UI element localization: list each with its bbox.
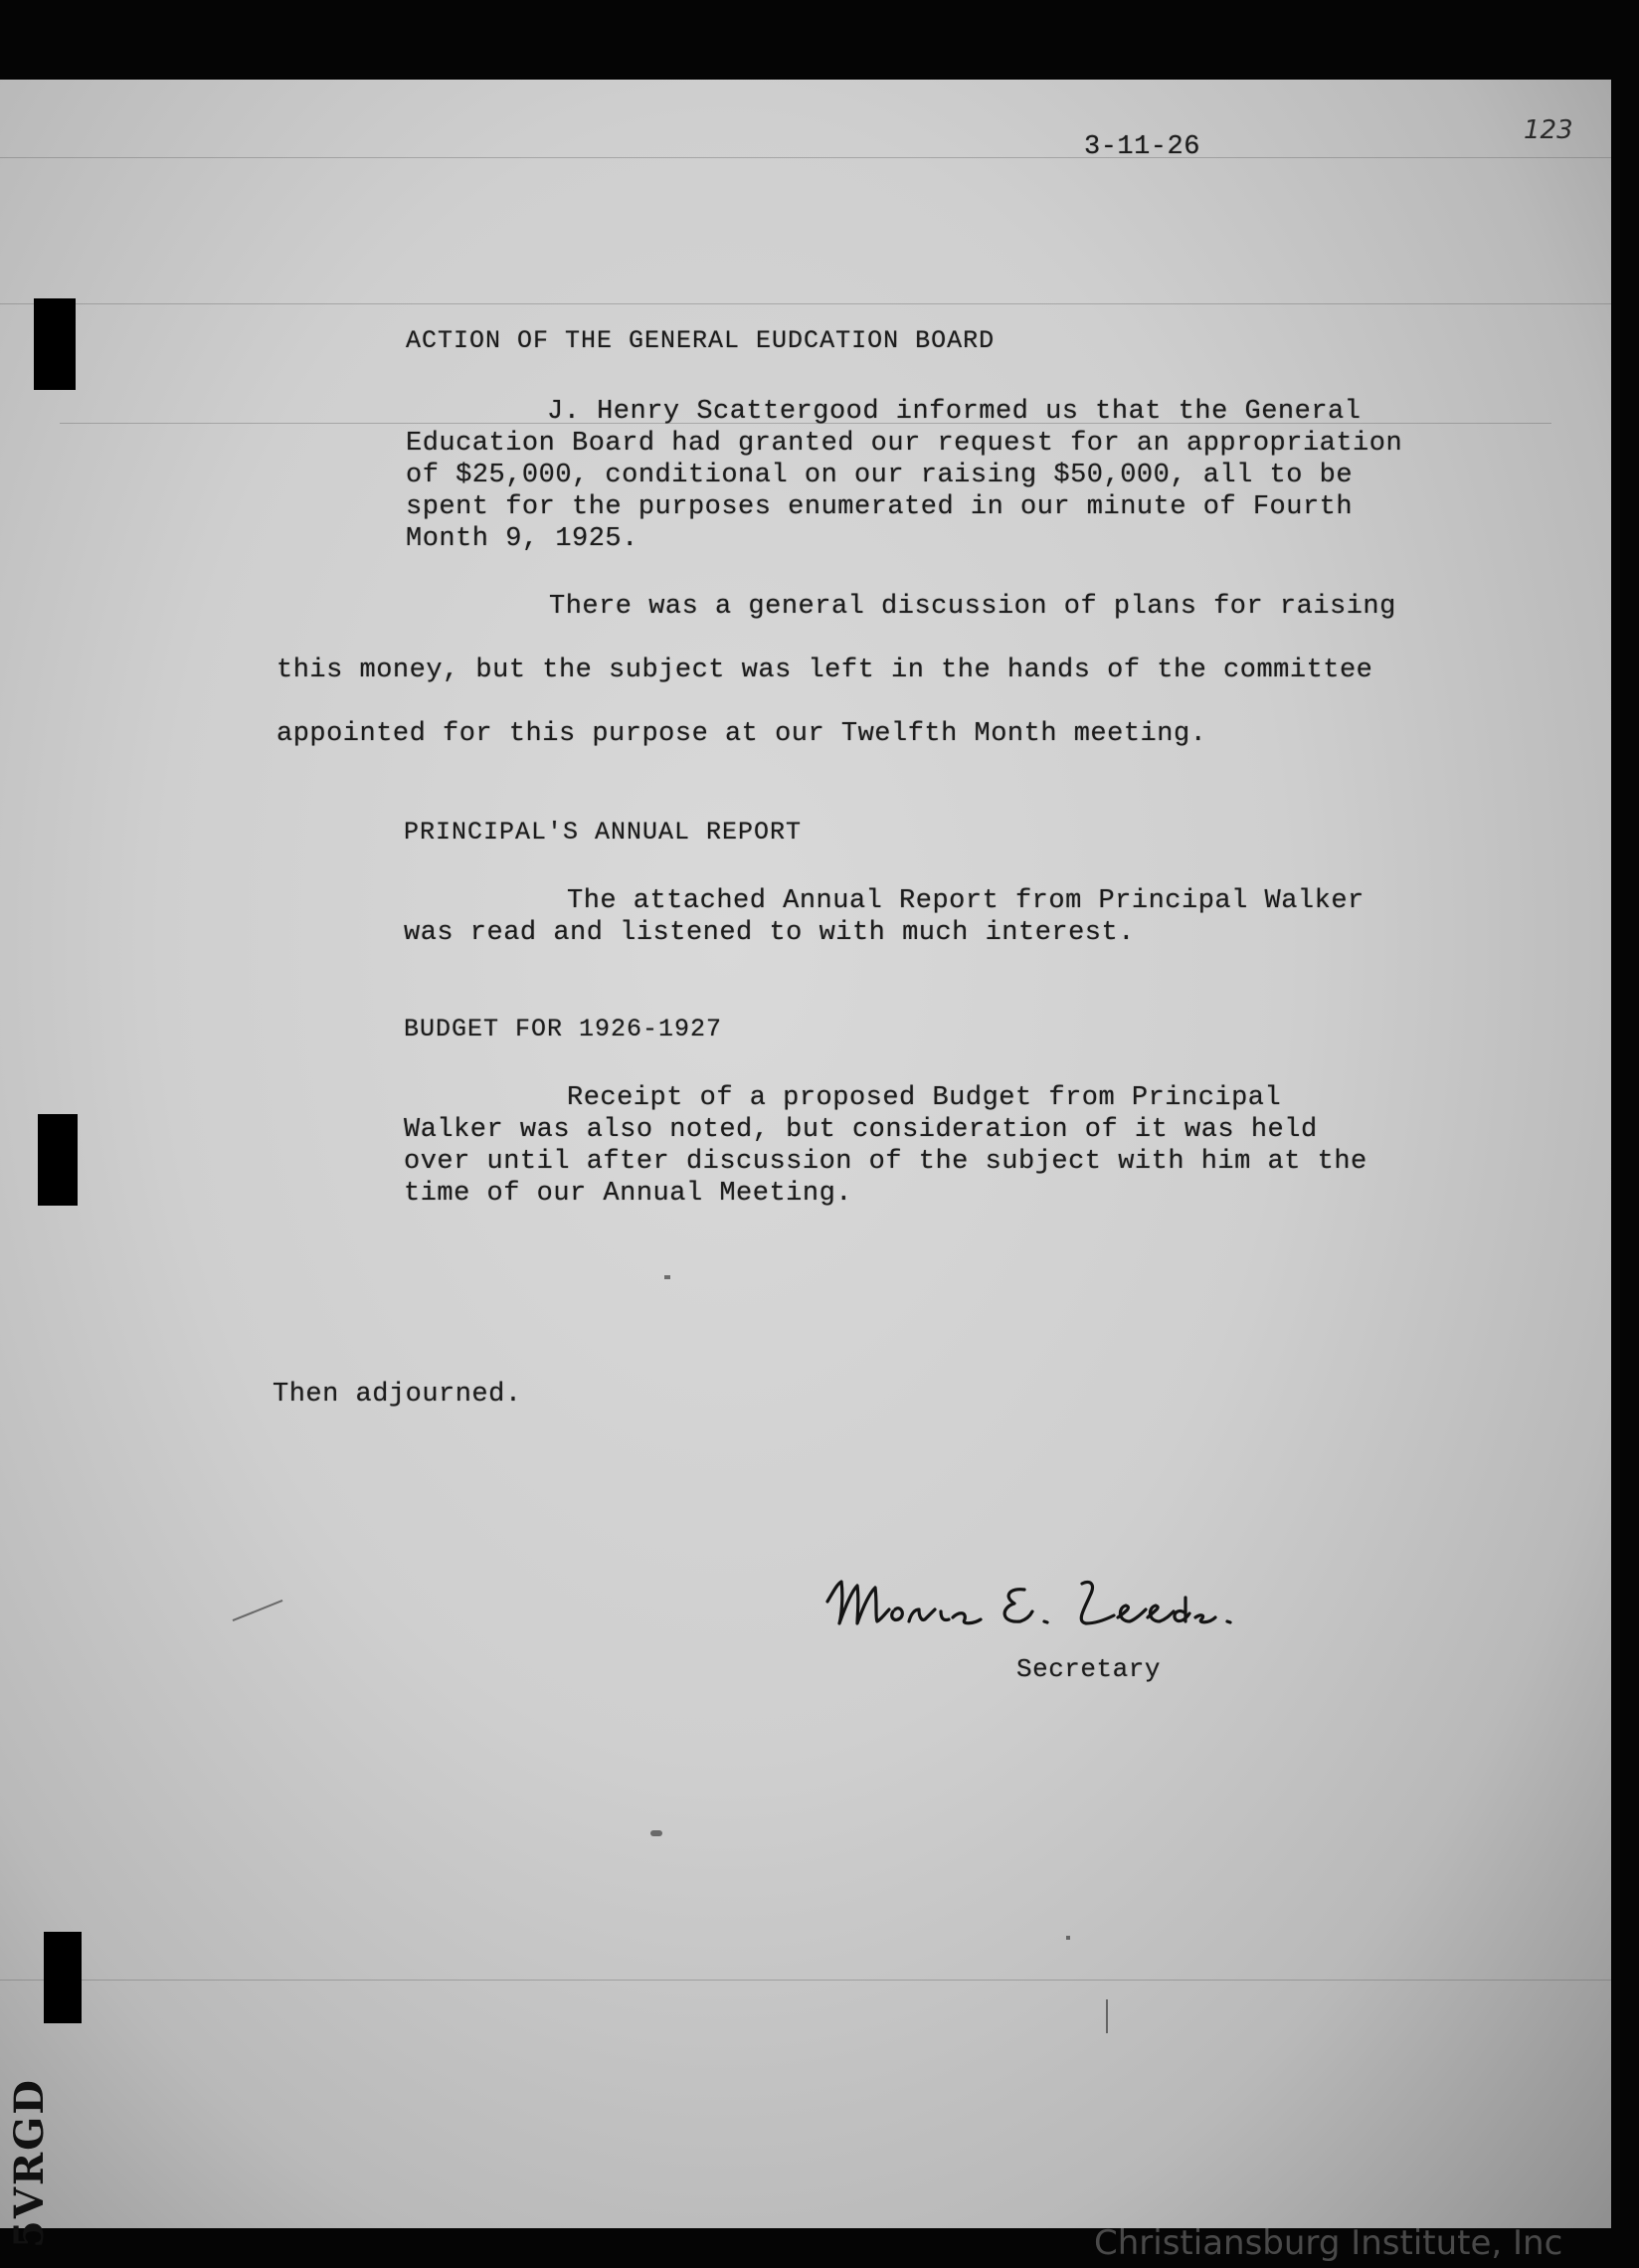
paragraph-line: Education Board had granted our request for an appropriation: [406, 429, 1403, 459]
paragraph-line: There was a general discussion of plans for raising: [549, 592, 1396, 622]
paragraph-line: Receipt of a proposed Budget from Principal: [567, 1083, 1282, 1113]
section-heading-general-education-board: ACTION OF THE GENERAL EUDCATION BOARD: [406, 326, 996, 355]
paper-speck: [1066, 1936, 1070, 1940]
paragraph-line: of $25,000, conditional on our raising $50,000, all to be: [406, 461, 1354, 490]
binding-tab: [34, 298, 76, 390]
paragraph-line: Month 9, 1925.: [406, 524, 638, 554]
paragraph-line: The attached Annual Report from Principal Walker: [567, 886, 1365, 916]
meeting-date: 3-11-26: [1084, 132, 1200, 162]
paragraph-line: Walker was also noted, but consideration of it was held: [404, 1115, 1318, 1145]
paragraph-line: appointed for this purpose at our Twelfth Month meeting.: [276, 719, 1207, 749]
paragraph-line: was read and listened to with much interest.: [404, 918, 1135, 948]
paragraph-line: over until after discussion of the subject with him at the: [404, 1147, 1367, 1177]
scan-line: [0, 1980, 1611, 1981]
paragraph-line: time of our Annual Meeting.: [404, 1179, 852, 1209]
binding-tab: [38, 1114, 78, 1206]
paper-speck: [233, 1600, 283, 1621]
binding-tab: [44, 1932, 82, 2023]
page-number: 123: [1524, 115, 1573, 145]
signature-title: Secretary: [1016, 1654, 1161, 1684]
scan-line: [0, 303, 1611, 304]
handwritten-signature: [816, 1562, 1263, 1651]
closing-line: Then adjourned.: [273, 1380, 522, 1410]
paper-speck: [1106, 1999, 1108, 2033]
paper-sheet: [0, 80, 1611, 2263]
section-heading-budget: BUDGET FOR 1926-1927: [404, 1015, 723, 1043]
scan-line: [0, 157, 1611, 158]
paper-speck: [664, 1275, 670, 1279]
margin-code: 5VRGD: [6, 2078, 53, 2248]
paragraph-line: this money, but the subject was left in the hands of the committee: [276, 656, 1373, 685]
watermark: Christiansburg Institute, Inc: [1094, 2223, 1563, 2263]
paragraph-line: J. Henry Scattergood informed us that the General: [547, 397, 1362, 427]
paper-speck: [650, 1830, 662, 1836]
section-heading-principals-annual-report: PRINCIPAL'S ANNUAL REPORT: [404, 818, 803, 847]
paragraph-line: spent for the purposes enumerated in our minute of Fourth: [406, 492, 1354, 522]
